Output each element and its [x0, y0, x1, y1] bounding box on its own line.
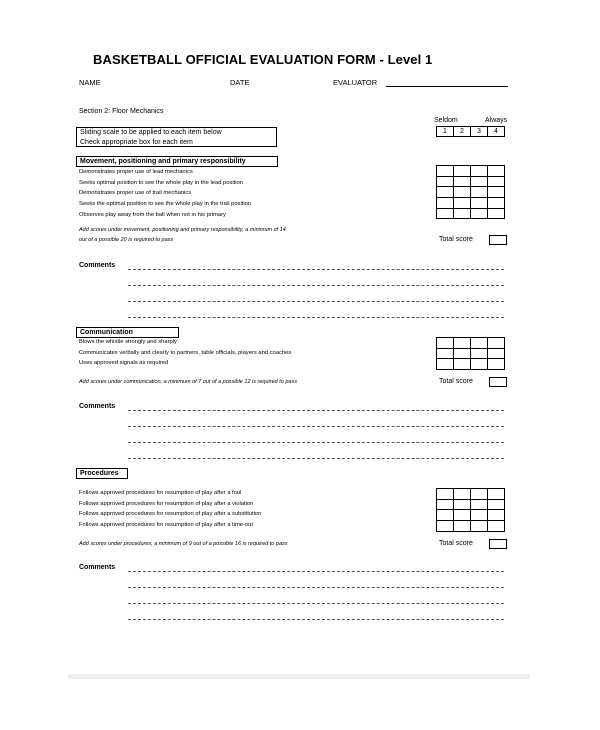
list-item: Blows the whistle strongly and sharply	[79, 339, 177, 345]
page-footer-bar	[68, 674, 530, 679]
checkbox[interactable]	[471, 176, 488, 187]
procedures-total-box[interactable]	[489, 539, 507, 549]
checkbox[interactable]	[454, 198, 471, 209]
checkbox[interactable]	[471, 359, 488, 370]
communication-checkbox-grid	[436, 337, 505, 370]
list-item: Follows approved procedures for resumption of play after a substitution	[79, 511, 262, 518]
comment-line[interactable]	[128, 603, 504, 604]
comments-label: Comments	[79, 262, 116, 269]
instruction-box	[76, 127, 277, 147]
communication-items	[79, 337, 291, 369]
checkbox[interactable]	[454, 359, 471, 370]
checkbox[interactable]	[437, 166, 454, 177]
list-item: Demonstrates proper use of trail mechanics	[79, 190, 192, 197]
scale-2: 2	[454, 127, 471, 137]
list-item: Seeks the optimal position to see the whole play in the trail position	[79, 201, 252, 208]
movement-total-label: Total score	[439, 236, 473, 243]
checkbox[interactable]	[471, 521, 488, 532]
comment-line[interactable]	[128, 458, 504, 459]
checkbox[interactable]	[488, 348, 505, 359]
always-label: Always	[485, 117, 508, 124]
name-label: NAME	[79, 78, 101, 87]
checkbox[interactable]	[488, 499, 505, 510]
comment-line[interactable]	[128, 269, 504, 270]
comment-line[interactable]	[128, 587, 504, 588]
comment-line[interactable]	[128, 571, 504, 572]
checkbox[interactable]	[454, 499, 471, 510]
date-label: DATE	[230, 78, 250, 87]
checkbox[interactable]	[437, 521, 454, 532]
checkbox[interactable]	[437, 198, 454, 209]
checkbox[interactable]	[471, 208, 488, 219]
scale-3: 3	[471, 127, 488, 137]
checkbox[interactable]	[471, 510, 488, 521]
checkbox[interactable]	[488, 521, 505, 532]
list-item: Follows approved procedures for resumption of play after a violation	[79, 500, 254, 507]
checkbox[interactable]	[488, 166, 505, 177]
checkbox[interactable]	[488, 510, 505, 521]
checkbox[interactable]	[437, 510, 454, 521]
form-title: BASKETBALL OFFICIAL EVALUATION FORM - Level 1	[93, 52, 433, 67]
communication-heading: Communication	[76, 327, 179, 338]
procedures-checkbox-grid	[436, 488, 505, 532]
comments-label: Comments	[79, 564, 116, 571]
checkbox[interactable]	[454, 489, 471, 500]
checkbox[interactable]	[437, 359, 454, 370]
comment-line[interactable]	[128, 619, 504, 620]
checkbox[interactable]	[454, 208, 471, 219]
list-item: Observes play away from the ball when not in his primary	[79, 211, 226, 218]
checkbox[interactable]	[454, 348, 471, 359]
section-title: Section 2: Floor Mechanics	[79, 108, 164, 115]
checkbox[interactable]	[437, 208, 454, 219]
comment-line[interactable]	[128, 442, 504, 443]
communication-note: Add scores under communication, a minimum of 7 out of a possible 12 is required to pass	[79, 379, 297, 385]
list-item: Seeks optimal position to see the whole play in the lead position	[79, 179, 244, 186]
checkbox[interactable]	[437, 499, 454, 510]
communication-total-box[interactable]	[489, 377, 507, 387]
checkbox[interactable]	[471, 166, 488, 177]
movement-note-line-1: Add scores under movement, positioning and primary responsibility, a minimum of 14	[79, 227, 286, 233]
checkbox[interactable]	[454, 510, 471, 521]
checkbox[interactable]	[454, 338, 471, 349]
movement-checkbox-grid	[436, 165, 505, 219]
checkbox[interactable]	[488, 198, 505, 209]
checkbox[interactable]	[488, 187, 505, 198]
movement-heading: Movement, positioning and primary responsibility	[76, 156, 278, 167]
comments-label: Comments	[79, 403, 116, 410]
movement-note-line-2: out of a possible 20 is required to pass	[79, 237, 174, 243]
checkbox[interactable]	[488, 338, 505, 349]
checkbox[interactable]	[471, 338, 488, 349]
checkbox[interactable]	[454, 521, 471, 532]
checkbox[interactable]	[454, 166, 471, 177]
checkbox[interactable]	[437, 176, 454, 187]
list-item: Follows approved procedures for resumption of play after a time-out	[79, 522, 253, 529]
movement-items	[79, 167, 251, 221]
procedures-note: Add scores under procedures, a minimum of 9 out of a possible 16 is required to pass	[79, 541, 288, 547]
comment-line[interactable]	[128, 317, 504, 318]
checkbox[interactable]	[454, 176, 471, 187]
checkbox[interactable]	[488, 176, 505, 187]
checkbox[interactable]	[488, 489, 505, 500]
procedures-total-label: Total score	[439, 540, 473, 547]
procedures-items	[79, 488, 261, 531]
checkbox[interactable]	[471, 348, 488, 359]
checkbox[interactable]	[437, 187, 454, 198]
checkbox[interactable]	[471, 198, 488, 209]
list-item: Uses approved signals as required	[79, 360, 169, 367]
comment-line[interactable]	[128, 426, 504, 427]
movement-note	[79, 225, 286, 245]
checkbox[interactable]	[488, 359, 505, 370]
list-item: Communicates verbally and clearly to partners, table officials, players and coaches	[79, 349, 292, 356]
seldom-label: Seldom	[434, 117, 458, 124]
list-item: Follows approved procedures for resumption of play after a foul	[79, 490, 242, 496]
movement-total-box[interactable]	[489, 235, 507, 245]
checkbox[interactable]	[471, 489, 488, 500]
checkbox[interactable]	[437, 338, 454, 349]
checkbox[interactable]	[471, 187, 488, 198]
procedures-heading: Procedures	[76, 468, 128, 479]
communication-total-label: Total score	[439, 378, 473, 385]
instruction-2: Check appropriate box for each item	[80, 138, 193, 146]
scale-4: 4	[488, 127, 505, 137]
checkbox[interactable]	[437, 348, 454, 359]
evaluator-field[interactable]	[386, 86, 508, 87]
scale-1: 1	[437, 127, 454, 137]
list-item: Demonstrates proper use of lead mechanics	[79, 169, 193, 175]
instruction-1: Sliding scale to be applied to each item below	[80, 129, 222, 136]
comment-line[interactable]	[128, 285, 504, 286]
checkbox[interactable]	[437, 489, 454, 500]
checkbox[interactable]	[454, 187, 471, 198]
comment-line[interactable]	[128, 301, 504, 302]
evaluator-label: EVALUATOR	[333, 78, 378, 87]
scale-header	[436, 126, 505, 137]
checkbox[interactable]	[471, 499, 488, 510]
checkbox[interactable]	[488, 208, 505, 219]
comment-line[interactable]	[128, 410, 504, 411]
